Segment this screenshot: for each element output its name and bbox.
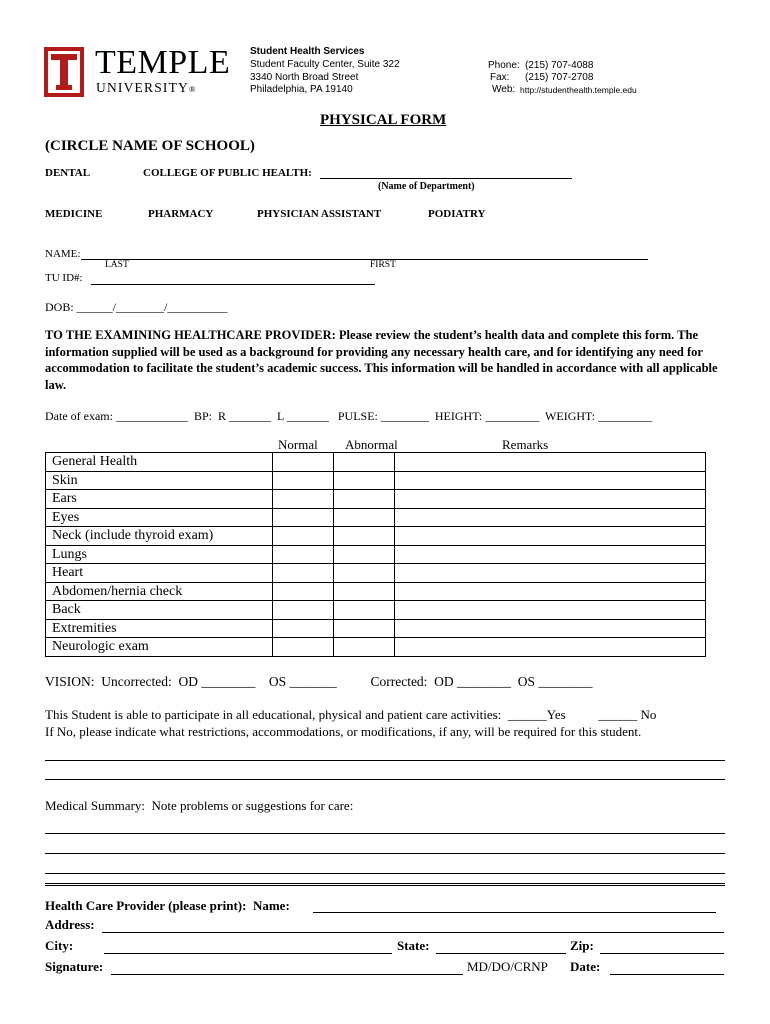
abnormal-cell[interactable] (334, 582, 395, 601)
provider-notice: TO THE EXAMINING HEALTHCARE PROVIDER: Please review the student’s health data and complete this form. The information supplied will be used as a background for providing any necessary health care, and for identifying any need for accommodation to facilitate the student’s academic success. This information will be handled in accordance with all applicable law. (45, 328, 718, 392)
date-field[interactable] (610, 974, 724, 975)
col-abnormal-header: Abnormal (345, 437, 398, 452)
normal-cell[interactable] (273, 471, 334, 490)
normal-cell[interactable] (273, 453, 334, 472)
address-label: Address: (45, 917, 95, 932)
summary-label: Medical Summary: Note problems or suggestions for care: (45, 798, 354, 813)
name-label: NAME: (45, 248, 81, 260)
zip-field[interactable] (600, 953, 724, 954)
school-pharmacy[interactable]: PHARMACY (148, 208, 214, 220)
first-name-caption: FIRST (370, 260, 396, 270)
last-name-caption: LAST (105, 260, 129, 270)
zip-label: Zip: (570, 938, 594, 953)
normal-cell[interactable] (273, 508, 334, 527)
fax-label: Fax: (490, 72, 510, 83)
remarks-cell[interactable] (395, 638, 706, 657)
table-row (46, 471, 706, 490)
normal-cell[interactable] (273, 601, 334, 620)
restrictions-line: If No, please indicate what restrictions, accommodations, or modifications, if any, will be required for this student. (45, 724, 642, 739)
signature-label: Signature: (45, 959, 104, 974)
signature-field[interactable] (111, 974, 463, 975)
abnormal-cell[interactable] (334, 638, 395, 657)
department-field[interactable] (320, 178, 572, 179)
normal-cell[interactable] (273, 638, 334, 657)
abnormal-cell[interactable] (334, 453, 395, 472)
school-public-health[interactable]: COLLEGE OF PUBLIC HEALTH: (143, 167, 312, 179)
abnormal-cell[interactable] (334, 508, 395, 527)
normal-cell[interactable] (273, 582, 334, 601)
col-remarks-header: Remarks (502, 437, 549, 452)
city-field[interactable] (104, 953, 392, 954)
abnormal-cell[interactable] (334, 545, 395, 564)
remarks-cell[interactable] (395, 527, 706, 546)
table-row (46, 638, 706, 657)
date-label: Date: (570, 959, 601, 974)
office-address-2: 3340 North Broad Street (250, 72, 359, 83)
participation-line[interactable]: This Student is able to participate in all educational, physical and patient care activities: ______Yes ______ No (45, 707, 657, 722)
exam-item-label: Skin (46, 471, 273, 490)
exam-item-label: Neck (include thyroid exam) (46, 527, 273, 546)
col-normal-header: Normal (278, 437, 318, 452)
remarks-cell[interactable] (395, 545, 706, 564)
abnormal-cell[interactable] (334, 601, 395, 620)
exam-item-label: Abdomen/hernia check (46, 582, 273, 601)
state-label: State: (397, 938, 430, 953)
section-divider (45, 883, 725, 886)
remarks-cell[interactable] (395, 471, 706, 490)
vision-line[interactable]: VISION: Uncorrected: OD ________ OS _______ Corrected: OD ________ OS ________ (45, 674, 593, 689)
table-row (46, 564, 706, 583)
tuid-label: TU ID#: (45, 272, 83, 284)
office-address-1: Student Faculty Center, Suite 322 (250, 59, 400, 70)
office-title: Student Health Services (250, 46, 365, 57)
school-dental[interactable]: DENTAL (45, 167, 91, 179)
abnormal-cell[interactable] (334, 490, 395, 509)
table-row (46, 582, 706, 601)
summary-field-1[interactable] (45, 833, 725, 834)
abnormal-cell[interactable] (334, 527, 395, 546)
normal-cell[interactable] (273, 619, 334, 638)
phone-number: (215) 707-4088 (525, 60, 594, 71)
state-field[interactable] (436, 953, 566, 954)
abnormal-cell[interactable] (334, 564, 395, 583)
credentials-label: MD/DO/CRNP (467, 959, 548, 974)
exam-item-label: Ears (46, 490, 273, 509)
city-label: City: (45, 938, 74, 953)
normal-cell[interactable] (273, 527, 334, 546)
remarks-cell[interactable] (395, 601, 706, 620)
restrictions-field-2[interactable] (45, 779, 725, 780)
exam-table (45, 452, 706, 657)
abnormal-cell[interactable] (334, 471, 395, 490)
table-row (46, 508, 706, 527)
table-row (46, 601, 706, 620)
exam-item-label: Lungs (46, 545, 273, 564)
exam-item-label: Eyes (46, 508, 273, 527)
school-physician-assistant[interactable]: PHYSICIAN ASSISTANT (257, 208, 382, 220)
provider-name-field[interactable] (313, 912, 716, 913)
web-label: Web: (492, 84, 516, 95)
temple-t-logo-icon (44, 47, 84, 97)
summary-field-3[interactable] (45, 873, 725, 874)
school-heading: (CIRCLE NAME OF SCHOOL) (45, 138, 255, 154)
department-note: (Name of Department) (378, 181, 475, 192)
table-row (46, 619, 706, 638)
tuid-field[interactable] (91, 284, 375, 285)
address-field[interactable] (102, 932, 724, 933)
web-link[interactable]: http://studenthealth.temple.edu (520, 85, 637, 95)
phone-label: Phone: (488, 60, 520, 71)
fax-number: (215) 707-2708 (525, 72, 594, 83)
remarks-cell[interactable] (395, 453, 706, 472)
form-title: PHYSICAL FORM (320, 112, 447, 128)
abnormal-cell[interactable] (334, 619, 395, 638)
remarks-cell[interactable] (395, 564, 706, 583)
normal-cell[interactable] (273, 545, 334, 564)
office-address-3: Philadelphia, PA 19140 (250, 84, 353, 95)
table-row (46, 545, 706, 564)
exam-item-label: General Health (46, 453, 273, 472)
summary-field-2[interactable] (45, 853, 725, 854)
table-row (46, 527, 706, 546)
remarks-cell[interactable] (395, 508, 706, 527)
name-field[interactable] (81, 259, 648, 260)
restrictions-field-1[interactable] (45, 760, 725, 761)
provider-name-label: Health Care Provider (please print): Name: (45, 898, 290, 913)
logo-university: UNIVERSITY® (96, 80, 197, 95)
exam-item-label: Heart (46, 564, 273, 583)
logo-wordmark: TEMPLE (95, 44, 231, 81)
school-podiatry[interactable]: PODIATRY (428, 208, 486, 220)
table-row (46, 490, 706, 509)
remarks-cell[interactable] (395, 490, 706, 509)
normal-cell[interactable] (273, 564, 334, 583)
remarks-cell[interactable] (395, 619, 706, 638)
dob-field[interactable]: DOB: ______/________/__________ (45, 300, 228, 314)
exam-item-label: Extremities (46, 619, 273, 638)
school-medicine[interactable]: MEDICINE (45, 208, 103, 220)
normal-cell[interactable] (273, 490, 334, 509)
remarks-cell[interactable] (395, 582, 706, 601)
exam-item-label: Back (46, 601, 273, 620)
table-row (46, 453, 706, 472)
exam-item-label: Neurologic exam (46, 638, 273, 657)
vitals-line[interactable]: Date of exam: ____________ BP: R _______ L _______ PULSE: ________ HEIGHT: _________ WEIGHT: _________ (45, 409, 653, 423)
